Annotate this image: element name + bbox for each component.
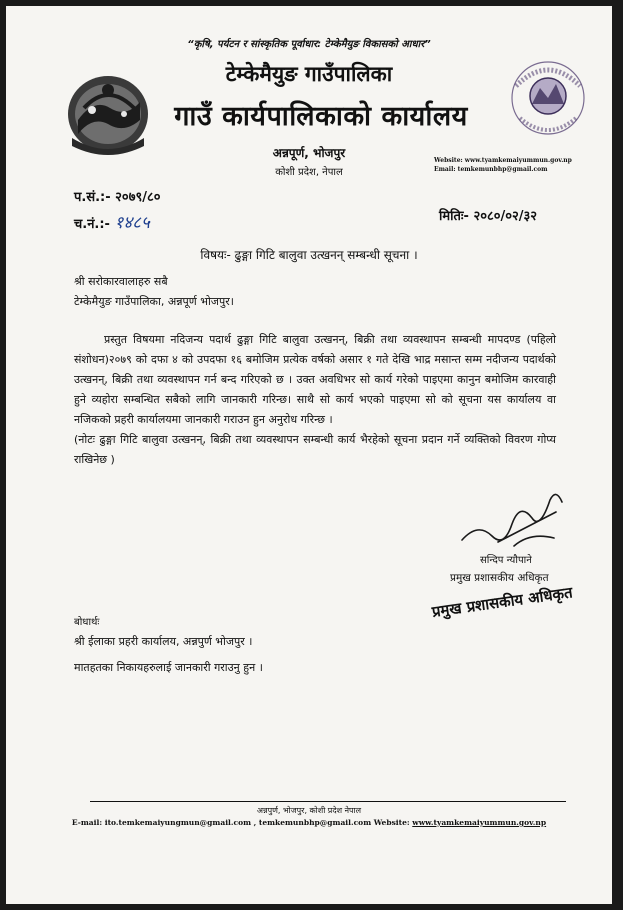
signatory-title: प्रमुख प्रशासकीय अधिकृत xyxy=(450,572,549,584)
patra-sankhya: प.सं.:- २०७९/८० xyxy=(74,190,161,205)
footer-address: अन्नपुर्ण, भोजपुर, कोशी प्रदेश नेपाल xyxy=(256,806,362,815)
footer-contact xyxy=(6,818,612,827)
header-contact xyxy=(434,156,572,174)
chalani-number xyxy=(74,210,150,233)
cc-label: बोधार्थः xyxy=(74,617,100,628)
letter-page xyxy=(6,6,612,904)
footer-email: E-mail: ito.temkemaiyungmun@gmail.com , temkemunbhp@gmail.com Website: xyxy=(71,818,410,827)
body-paragraph xyxy=(74,330,556,470)
footer-divider xyxy=(90,801,566,802)
notice-note: (नोटः ढुङ्गा गिटि बालुवा उत्खनन्, बिक्री तथा व्यवस्थापन सम्बन्धी कार्य भैरहेको सूचना प्रदान गर्ने व्यक्तिको विवरण गोप्य राखिनेछ ) xyxy=(74,433,556,466)
official-stamp: प्रमुख प्रशासकीय अधिकृत xyxy=(430,583,574,621)
address-line-1: अन्नपूर्ण, भोजपुर xyxy=(272,146,346,160)
chalani-handwritten-number: १४८५ xyxy=(114,213,150,233)
header-website: Website: www.tyamkemaiyummun.gov.np xyxy=(434,157,572,164)
recipient-line-1: श्री सरोकारवालाहरु सबै xyxy=(74,275,168,288)
recipient-line-2: टेम्केमैयुङ गाउँपालिका, अन्नपूर्ण भोजपुर। xyxy=(74,295,234,308)
municipality-name: टेम्केमैयुङ गाउँपालिका xyxy=(225,62,393,86)
office-title: गाउँ कार्यपालिकाको कार्यालय xyxy=(174,101,468,132)
signature-scribble-icon xyxy=(458,482,568,554)
motto: “कृषि, पर्यटन र सांस्कृतिक पूर्वाधार: टेम्केमैयुङ विकासको आधार” xyxy=(187,39,431,50)
cc-line-1: श्री ईलाका प्रहरी कार्यालय, अन्नपुर्ण भोजपुर । xyxy=(74,635,253,648)
notice-paragraph: प्रस्तुत विषयमा नदिजन्य पदार्थ ढुङ्गा गिटि बालुवा उत्खनन्, बिक्री तथा व्यवस्थापन सम्बन्धी मापदण्ड (पहिलो संशोधन)२०७९ को दफा ४ को उपदफा १६ बमोजिम प्रत्येक वर्षको असार १ गते देखि भाद्र मसान्त सम्म नदीजन्य पदार्थको उत्खनन्, बिक्री तथा व्यवस्थापन गर्न बन्द गरिएको छ । उक्त अवधिभर सो कार्य गरेको पाइएमा कानुन बमोजिम कारवाही हुने व्यहोरा सम्बन्धित सबैको लागि जानकारी गरिन्छ। साथै सो कार्य भएको पाइएमा सो को सूचना यस कार्यालय वा नजिकको प्रहरी कार्यालयमा जानकारी गराउन हुन अनुरोध गरिन्छ । xyxy=(74,333,556,426)
footer-website-link[interactable]: www.tyamkemaiyummun.gov.np xyxy=(412,818,547,827)
header-email: Email: temkemunbhp@gmail.com xyxy=(434,166,548,173)
subject: विषयः- ढुङ्गा गिटि बालुवा उत्खनन् सम्बन्धी सूचना । xyxy=(200,248,418,262)
chalani-label: च.नं.:- xyxy=(74,217,110,232)
address-line-2: कोशी प्रदेश, नेपाल xyxy=(275,167,343,178)
signatory-name: सन्दिप न्यौपाने xyxy=(480,555,532,566)
date: मितिः- २०८०/०२/३२ xyxy=(439,209,538,224)
cc-line-2: मातहतका निकायहरुलाई जानकारी गराउनु हुन । xyxy=(74,661,263,674)
